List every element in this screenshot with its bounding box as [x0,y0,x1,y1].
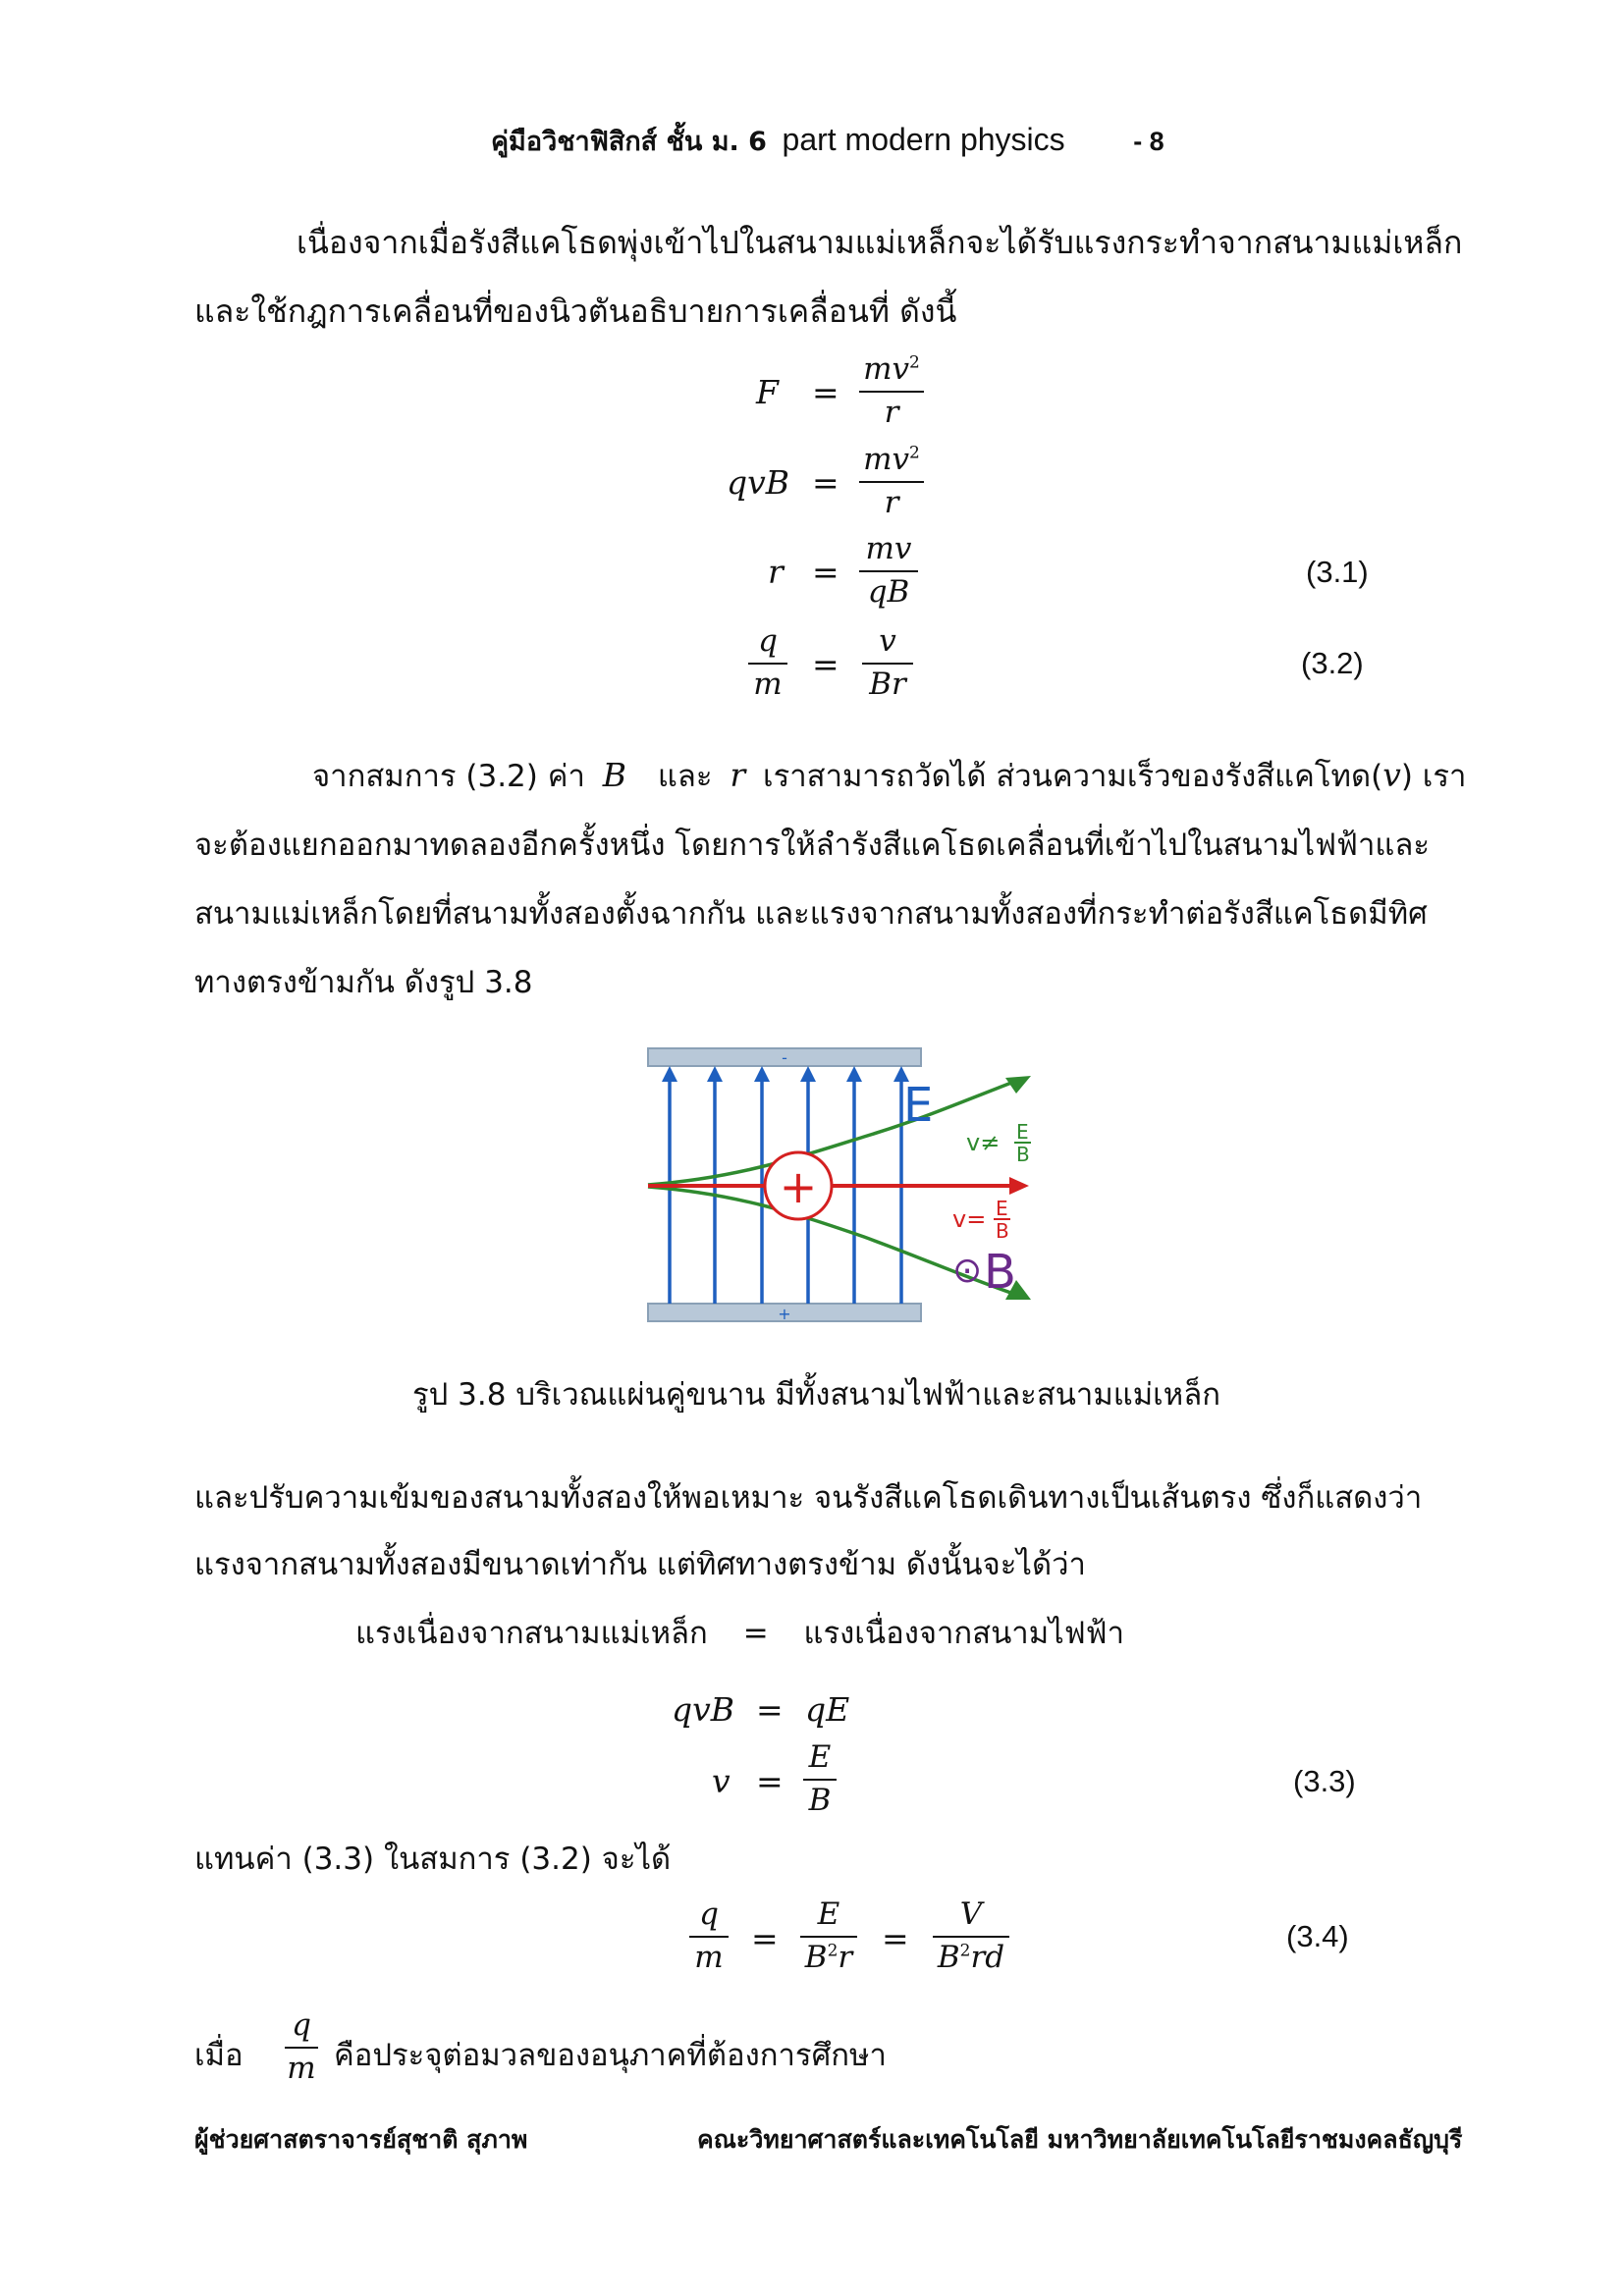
frac-mv2-r-2 [859,442,924,520]
header-title-thai: คู่มือวิชาฟิสิกส์ ชั้น ม. 6 [491,127,767,157]
sup-2: 2 [827,1941,839,1961]
eq8-equals: = [882,1919,909,1957]
eq-v: v [712,1762,731,1800]
sup-2: 2 [909,443,920,463]
label-v-ne: v≠ [966,1129,1001,1156]
para3-line1: และปรับความเข้มของสนามทั้งสองให้พอเหมาะ จนรังสีแคโธดเดินทางเป็นเส้นตรง ซึ่งก็แสดงว่า [194,1480,1423,1516]
frac-E-B2r [800,1896,857,1975]
para2-text-d: ) เรา [1400,759,1467,794]
force-equals: = [742,1616,769,1651]
force-equation [355,1608,1124,1657]
label-E: E [903,1078,934,1133]
frac-q-m-2 [689,1896,729,1975]
denominator-qB: qB [867,574,910,610]
frac-E-lower: E [996,1197,1008,1220]
where-text: คือประจุต่อมวลของอนุภาคที่ต้องการศึกษา [334,2038,887,2073]
equation-number-3-4: (3.4) [1286,1919,1349,1953]
force-right: แรงเนื่องจากสนามไฟฟ้า [803,1616,1125,1651]
frac-V-B2rd [933,1896,1009,1975]
denominator-B: B [804,1940,828,1975]
numerator-mv: mv [863,442,910,477]
frac-B-upper: B [1016,1143,1030,1166]
page-number: - 8 [1133,127,1164,156]
denominator-r: r [884,485,899,520]
numerator-q: q [699,1896,719,1932]
eq-qvB: qvB [727,463,790,502]
numerator-q: q [292,2007,311,2043]
numerator-V: V [959,1896,983,1932]
plus-sign: + [778,1305,791,1323]
frac-mv2-r-1 [859,351,924,430]
equation-number-3-1: (3.1) [1306,555,1369,589]
denominator-r: r [884,395,899,430]
sup-2: 2 [959,1941,971,1961]
denominator-m: m [694,1940,724,1975]
substitution-text: แทนค่า (3.3) ในสมการ (3.2) จะได้ [194,1842,672,1877]
b-field-out-icon: ⊙ [952,1251,983,1291]
eq1-equals: = [812,373,839,411]
eq-qvB-2: qvB [672,1690,735,1729]
para2-line4: ทางตรงข้ามกัน ดังรูป 3.8 [194,965,533,1000]
numerator-mv: mv [865,531,912,566]
para1-line2: และใช้กฎการเคลื่อนที่ของนิวตันอธิบายการเคลื่อนที่ ดังนี้ [194,293,957,330]
field-arrowhead [754,1066,770,1082]
denominator-m: m [287,2051,316,2086]
eq-r: r [768,553,784,591]
denominator-B: B [808,1783,832,1818]
eq7-equals: = [751,1919,779,1957]
frac-mv-qB [859,531,918,610]
field-arrowhead [707,1066,723,1082]
label-v-eq: v= [952,1205,987,1233]
eq6-equals: = [756,1762,784,1800]
page-header [491,120,1164,162]
eq2-equals: = [812,463,839,502]
footer-organization: คณะวิทยาศาสตร์และเทคโนโลยี มหาวิทยาลัยเทคโนโลยีราชมงคลธัญบุรี [697,2125,1463,2154]
para2-text-a: จากสมการ (3.2) ค่า [312,759,585,794]
para2-line3: สนามแม่เหล็กโดยที่สนามทั้งสองตั้งฉากกัน และแรงจากสนามทั้งสองที่กระทำต่อรังสีแคโธดมีทิศ [194,896,1428,932]
frac-B-lower: B [996,1219,1009,1243]
numerator-E: E [808,1739,832,1775]
frac-q-m-1 [748,623,787,702]
numerator-mv: mv [863,351,910,387]
frac-q-m-3 [285,2007,318,2086]
beam-arrowhead [1009,1177,1029,1195]
frac-E-upper: E [1016,1120,1029,1144]
para2-text-c: เราสามารถวัดได้ ส่วนความเร็วของรังสีแคโทด( [763,759,1383,794]
eq-F: F [756,373,779,411]
eq4-equals: = [812,645,839,683]
footer-author: ผู้ช่วยศาสตราจารย์สุชาติ สุภาพ [194,2125,528,2154]
para2-line1 [312,751,1466,800]
charge-sign: + [779,1160,818,1213]
header-title-latin: part modern physics [782,122,1065,157]
sup-2: 2 [909,352,920,373]
eq3-equals: = [812,553,839,591]
var-r: r [730,756,746,794]
eq5-equals: = [756,1690,784,1729]
equation-number-3-3: (3.3) [1293,1764,1356,1798]
denominator-Br: Br [869,667,906,702]
force-left: แรงเนื่องจากสนามแม่เหล็ก [355,1616,708,1651]
field-arrowhead [846,1066,862,1082]
para2-text-b: และ [657,759,713,794]
denominator-rd: rd [970,1940,1005,1975]
denominator-B: B [937,1940,960,1975]
eq-qE: qE [805,1690,850,1729]
var-B: B [602,756,626,794]
denominator-r: r [838,1940,853,1975]
deflected-path-up [648,1080,1019,1185]
where-label: เมื่อ [194,2038,244,2073]
denominator-m: m [753,667,783,702]
equation-number-3-2: (3.2) [1301,646,1364,680]
figure-caption: รูป 3.8 บริเวณแผ่นคู่ขนาน มีทั้งสนามไฟฟ้าและสนามแม่เหล็ก [412,1377,1220,1413]
numerator-v: v [879,623,896,659]
para3-line2: แรงจากสนามทั้งสองมีขนาดเท่ากัน แต่ทิศทางตรงข้าม ดังนั้นจะได้ว่า [194,1547,1086,1582]
label-B: B [984,1245,1016,1300]
frac-E-B [803,1739,837,1818]
frac-v-Br [862,623,913,702]
field-arrowhead [800,1066,816,1082]
numerator-E: E [817,1896,840,1932]
para1-line1: เนื่องจากเมื่อรังสีแคโธดพุ่งเข้าไปในสนามแม่เหล็กจะได้รับแรงกระทำจากสนามแม่เหล็ก [297,224,1463,261]
numerator-q: q [758,623,778,659]
para2-line2: จะต้องแยกออกมาทดลองอีกครั้งหนึ่ง โดยการให้ลำรังสีแคโธดเคลื่อนที่เข้าไปในสนามไฟฟ้าและ [194,828,1431,863]
figure-3-8 [628,1031,1060,1335]
field-arrowhead [662,1066,677,1082]
minus-sign: - [782,1048,787,1067]
var-v: v [1382,756,1401,794]
